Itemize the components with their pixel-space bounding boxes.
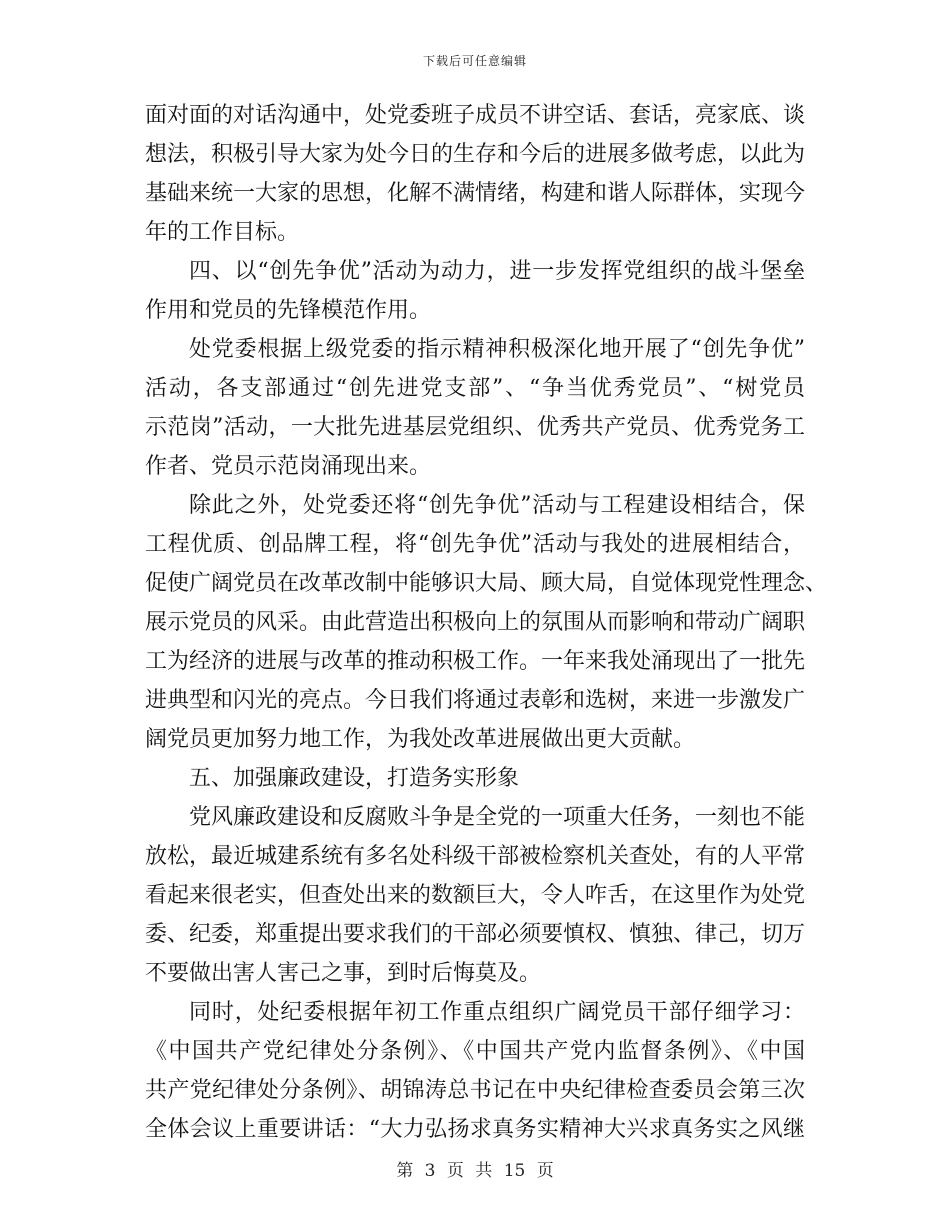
text-line: 阔党员更加努力地工作，为我处改革进展做出更大贡献。 <box>145 727 696 752</box>
text-line: 进典型和闪光的亮点。今日我们将通过表彰和选树，来进一步激发广 <box>145 688 806 713</box>
text-line: 五、加强廉政建设，打造务实形象 <box>189 766 520 791</box>
text-line: 示范岗”活动，一大批先进基层党组织、优秀共产党员、优秀党务工 <box>145 415 805 440</box>
page-number-footer: 第 3 页 共 15 页 <box>396 1161 554 1181</box>
text-line: 作者、党员示范岗涌现出来。 <box>145 454 432 479</box>
text-line: 想法，积极引导大家为处今日的生存和今后的进展多做考虑，以此为 <box>145 142 806 167</box>
text-line: 作用和党员的先锋模范作用。 <box>145 298 432 323</box>
text-line: 共产党纪律处分条例》、胡锦涛总书记在中央纪律检查委员会第三次 <box>145 1078 805 1103</box>
text-line: 《中国共产党纪律处分条例》、《中国共产党内监督条例》、《中国 <box>145 1039 805 1064</box>
text-line: 促使广阔党员在改革改制中能够识大局、顾大局，自觉体现党性理念、 <box>145 571 828 596</box>
text-line: 党风廉政建设和反腐败斗争是全党的一项重大任务，一刻也不能 <box>189 805 806 830</box>
text-line: 四、以“创先争优”活动为动力，进一步发挥党组织的战斗堡垒 <box>189 259 805 284</box>
page-header: 下载后可任意编辑 <box>422 54 527 68</box>
text-line: 全体会议上重要讲话：“大力弘扬求真务实精神大兴求真务实之风继 <box>145 1117 805 1142</box>
text-line: 处党委根据上级党委的指示精神积极深化地开展了“创先争优” <box>189 337 805 362</box>
text-line: 年的工作目标。 <box>145 220 300 245</box>
text-line: 工程优质、创品牌工程，将“创先争优”活动与我处的进展相结合， <box>145 532 805 557</box>
text-line: 活动，各支部通过“创先进党支部”、“争当优秀党员”、“树党员 <box>145 376 805 401</box>
text-line: 看起来很老实，但查处出来的数额巨大，令人咋舌，在这里作为处党 <box>145 883 806 908</box>
text-line: 同时，处纪委根据年初工作重点组织广阔党员干部仔细学习： <box>189 1000 805 1025</box>
text-line: 放松，最近城建系统有多名处科级干部被检察机关查处，有的人平常 <box>145 844 806 869</box>
text-line: 工为经济的进展与改革的推动积极工作。一年来我处涌现出了一批先 <box>145 649 806 674</box>
text-line: 除此之外，处党委还将“创先争优”活动与工程建设相结合，保 <box>189 493 805 518</box>
text-line: 基础来统一大家的思想，化解不满情绪，构建和谐人际群体，实现今 <box>145 181 806 206</box>
text-line: 展示党员的风采。由此营造出积极向上的氛围从而影响和带动广阔职 <box>145 610 806 635</box>
text-line: 面对面的对话沟通中，处党委班子成员不讲空话、套话，亮家底、谈 <box>145 103 806 128</box>
text-line: 不要做出害人害己之事，到时后悔莫及。 <box>145 961 542 986</box>
text-line: 委、纪委，郑重提出要求我们的干部必须要慎权、慎独、律己，切万 <box>145 922 806 947</box>
document-body <box>145 96 828 1149</box>
